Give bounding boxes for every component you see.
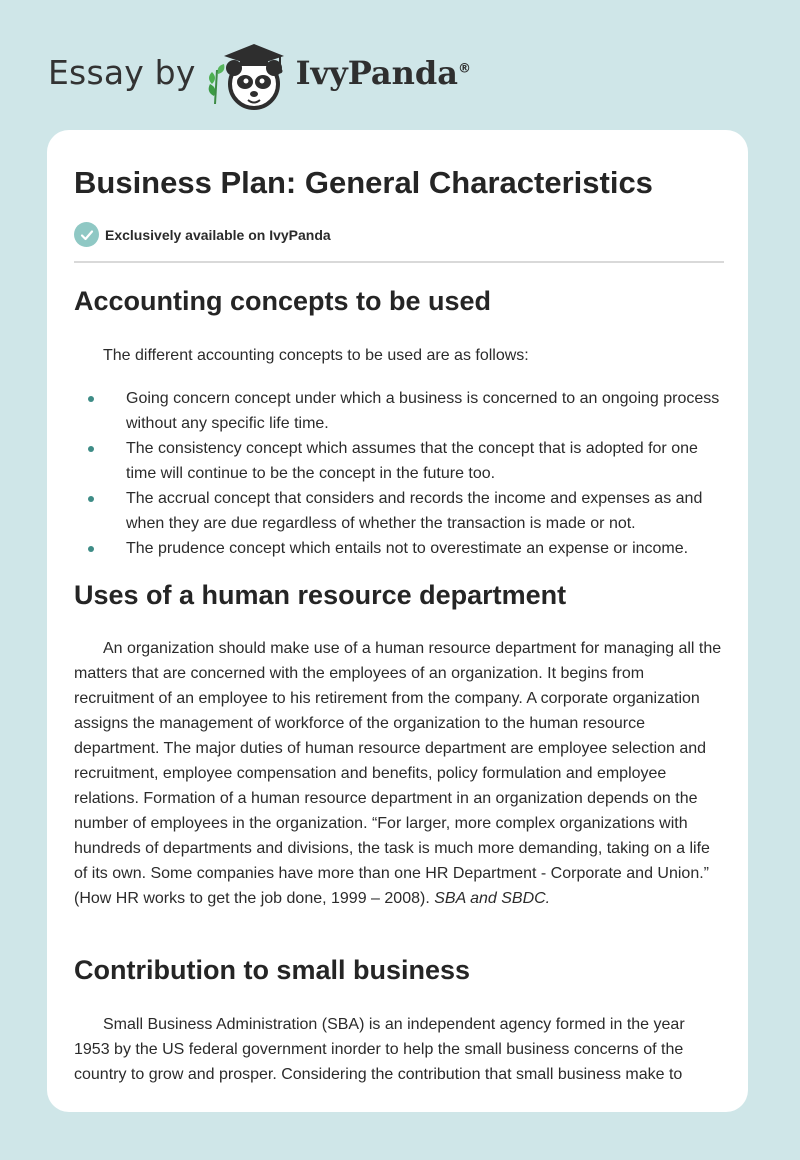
panda-logo-icon: [200, 34, 296, 114]
section-heading-accounting: Accounting concepts to be used: [74, 286, 492, 316]
bullet-icon: [88, 446, 94, 452]
citation: SBA and SBDC.: [434, 890, 551, 907]
section-heading-hr: Uses of a human resource department: [74, 580, 567, 610]
exclusive-badge: [74, 222, 331, 247]
check-icon: [74, 222, 99, 247]
exclusive-label: Exclusively available on IvyPanda: [105, 226, 331, 243]
title-divider: [74, 261, 724, 263]
brand-prefix: Essay by: [48, 52, 196, 92]
bullet-icon: [88, 546, 94, 552]
section-intro: The different accounting concepts to be used are as follows:: [103, 347, 529, 364]
section-paragraph: Small Business Administration (SBA) is an independent agency formed in the year 1953 by the US federal government inorder to help the small business concerns of the country to grow and prosper. Considering the contribution that small business make to: [74, 1016, 685, 1083]
essay-card: [47, 130, 748, 1112]
site-brand[interactable]: [48, 34, 471, 114]
list-item: Going concern concept under which a business is concerned to an ongoing process without any specific life time.: [74, 386, 724, 436]
list-item: The prudence concept which entails not to overestimate an expense or income.: [74, 536, 724, 561]
list-item: The consistency concept which assumes that the concept that is adopted for one time will continue to be the concept in the future too.: [74, 436, 724, 486]
page-title: Business Plan: General Characteristics: [74, 165, 653, 200]
accounting-concepts-list: [74, 386, 724, 561]
bullet-icon: [88, 496, 94, 502]
brand-name: IvyPanda®: [295, 54, 472, 92]
section-paragraph: An organization should make use of a human resource department for managing all the matters that are concerned with the employees of an organization. It begins from recruitment of an employee to his retirement from the company. A corporate organization assigns the management of workforce of the organization to the human resource department. The major duties of human resource department are employee selection and recruitment, employee compensation and benefits, policy formulation and employee relations. Formation of a human resource department in an organization depends on the number of employees in the organization. “For larger, more complex organizations with hundreds of departments and divisions, the task is much more demanding, taking on a life of its own. Some companies have more than one HR Department - Corporate and Union.” (How HR works to get the job done, 1999 – 2008). SBA and SBDC.: [74, 640, 722, 907]
section-heading-small-business: Contribution to small business: [74, 955, 471, 985]
bullet-icon: [88, 396, 94, 402]
list-item: The accrual concept that considers and records the income and expenses as and when they are due regardless of whether the transaction is made or not.: [74, 486, 724, 536]
